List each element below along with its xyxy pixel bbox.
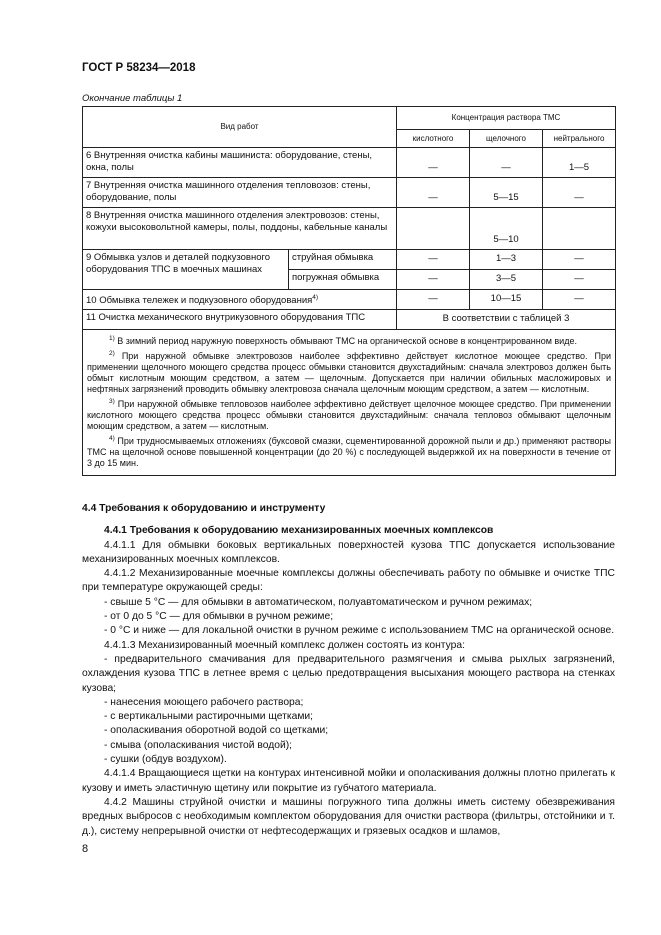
footnote-mark: 3) (109, 398, 115, 405)
cell-alkaline: 5—15 (470, 178, 543, 208)
footnote (87, 348, 611, 395)
table-notes (83, 330, 616, 476)
footnote-mark: 2) (109, 350, 115, 357)
cell-acid: — (397, 270, 470, 290)
row-label: 7 Внутренняя очистка машинного отделения тепловозов: стены, оборудование, полы (83, 178, 397, 208)
list-item: - с вертикальными растирочными щетками; (104, 711, 314, 723)
concentration-table (82, 106, 616, 476)
footnote-text: В зимний период наружную поверхность обмывают ТМС на органической основе в концентрированном виде. (114, 336, 577, 346)
footnote (87, 333, 611, 347)
cell-alkaline: 1—3 (470, 250, 543, 270)
table-row (83, 250, 616, 270)
cell-acid: — (397, 148, 470, 178)
table-notes-row (83, 330, 616, 476)
row-label (83, 290, 397, 310)
paragraph: 4.4.1.3 Механизированный моечный комплекс должен состоять из контура: (104, 639, 465, 651)
cell-alkaline: 5—10 (470, 208, 543, 250)
table-row (83, 178, 616, 208)
page-number: 8 (82, 843, 89, 855)
col-header-work: Вид работ (83, 107, 397, 148)
footnote-text: При наружной обмывке тепловозов наиболее эффективно действует щелочное моющее средство. При применении кислотного моющего средства процесс обмывки становится двухстадийным: сначала тепловоз обмывают щелочным моющим средством, а затем — кислотным. (87, 399, 611, 431)
cell-merged: В соответствии с таблицей 3 (397, 310, 616, 330)
footnote (87, 433, 611, 469)
footnote-mark: 4) (109, 435, 115, 442)
paragraph: 4.4.2 Машины струйной очистки и машины погружного типа должны иметь систему обезвреживания вредных выбросов с необходимым комплектом оборудования для очистки раствора (фильтры, отстойники и т. д.), систему непрерывной очистки от нефтесодержащих и грязевых осадков и шламов, (82, 796, 615, 837)
footnote (87, 396, 611, 432)
row-label-text: 10 Обмывка тележек и подкузовного оборудования (86, 295, 313, 307)
table-row (83, 208, 616, 250)
section-heading: 4.4 Требования к оборудованию и инструменту (82, 503, 326, 514)
row-label: 11 Очистка механического внутрикузовного оборудования ТПС (83, 310, 397, 330)
col-header-neutral: нейтрального (543, 130, 616, 148)
cell-neutral: — (543, 250, 616, 270)
cell-acid (397, 208, 470, 250)
paragraph: 4.4.1.1 Для обмывки боковых вертикальных поверхностей кузова ТПС допускается использование механизированных моечных комплексов. (82, 539, 615, 565)
cell-neutral: — (543, 178, 616, 208)
table-row (83, 310, 616, 330)
table-row (83, 290, 616, 310)
list-item: - предварительного смачивания для предварительного размягчения и смыва рыхлых загрязнений, охлаждения кузова ТПС в летнее время с целью предотвращения высыхания моющего раствора на стенках кузова; (82, 653, 615, 694)
row-sublabel: погружная обмывка (289, 270, 397, 290)
cell-neutral: 1—5 (543, 148, 616, 178)
col-header-acid: кислотного (397, 130, 470, 148)
col-header-alkaline: щелочного (470, 130, 543, 148)
cell-neutral: — (543, 290, 616, 310)
cell-neutral: — (543, 270, 616, 290)
cell-alkaline: — (470, 148, 543, 178)
row-sublabel: струйная обмывка (289, 250, 397, 270)
footnote-text: При наружной обмывке электровозов наиболее эффективно действует кислотное моющее средство. При применении щелочного моющего средства процесс обмывки становится двухстадийным: сначала электровоз должен быть обмыт кислотным моющим средством, а затем — щелочным. Допускается при наличии обильных масложировых и нефтяных загрязнений проводить обмывку электровоза сначала щелочным моющим средством, а затем — кислотным. (87, 351, 611, 394)
table-caption: Окончание таблицы 1 (82, 93, 183, 104)
row-label: 6 Внутренняя очистка кабины машиниста: оборудование, стены, окна, полы (83, 148, 397, 178)
cell-neutral (543, 208, 616, 250)
paragraph: 4.4.1.2 Механизированные моечные комплексы должны обеспечивать работу по обмывке и очистке ТПС при температуре окружающей среды: (82, 568, 615, 594)
list-item: - ополаскивания оборотной водой со щетками; (104, 725, 329, 737)
footnote-ref: 4) (312, 294, 319, 301)
cell-acid: — (397, 290, 470, 310)
body-text (82, 502, 615, 839)
list-item: - сушки (обдув воздухом). (104, 754, 227, 766)
table-row (83, 148, 616, 178)
row-label: 8 Внутренняя очистка машинного отделения электровозов: стены, кожухи высоковольтной камеры, полы, поддоны, кабельные каналы (83, 208, 397, 250)
footnote-mark: 1) (109, 335, 115, 342)
footnote-text: При трудносмываемых отложениях (буксовой смазки, сцементированной дорожной пыли и др.) применяют растворы ТМС на щелочной основе повышенной концентрации (до 20 %) с последующей выдержкой их на поверхности в течение от 3 до 15 мин. (87, 436, 611, 468)
list-item: - смыва (ополаскивания чистой водой); (104, 739, 293, 751)
cell-acid: — (397, 178, 470, 208)
cell-alkaline: 3—5 (470, 270, 543, 290)
paragraph: 4.4.1.4 Вращающиеся щетки на контурах интенсивной мойки и ополаскивания должны плотно прилегать к кузову и иметь эластичную щетину или покрытие из губчатого материала. (82, 768, 615, 794)
subsection-heading: 4.4.1 Требования к оборудованию механизированных моечных комплексов (104, 525, 494, 537)
list-item: - свыше 5 °С — для обмывки в автоматическом, полуавтоматическом и ручном режимах; (104, 596, 533, 608)
list-item: - нанесения моющего рабочего раствора; (104, 696, 304, 708)
col-header-concentration: Концентрация раствора ТМС (397, 107, 616, 130)
cell-alkaline: 10—15 (470, 290, 543, 310)
document-header: ГОСТ Р 58234—2018 (82, 62, 196, 74)
row-label: 9 Обмывка узлов и деталей подкузовного оборудования ТПС в моечных машинах (83, 250, 289, 290)
cell-acid: — (397, 250, 470, 270)
table-header-row (83, 107, 616, 130)
list-item: - 0 °С и ниже — для локальной очистки в ручном режиме с использованием ТМС на органической основе. (104, 625, 615, 637)
list-item: - от 0 до 5 °С — для обмывки в ручном режиме; (104, 611, 334, 623)
